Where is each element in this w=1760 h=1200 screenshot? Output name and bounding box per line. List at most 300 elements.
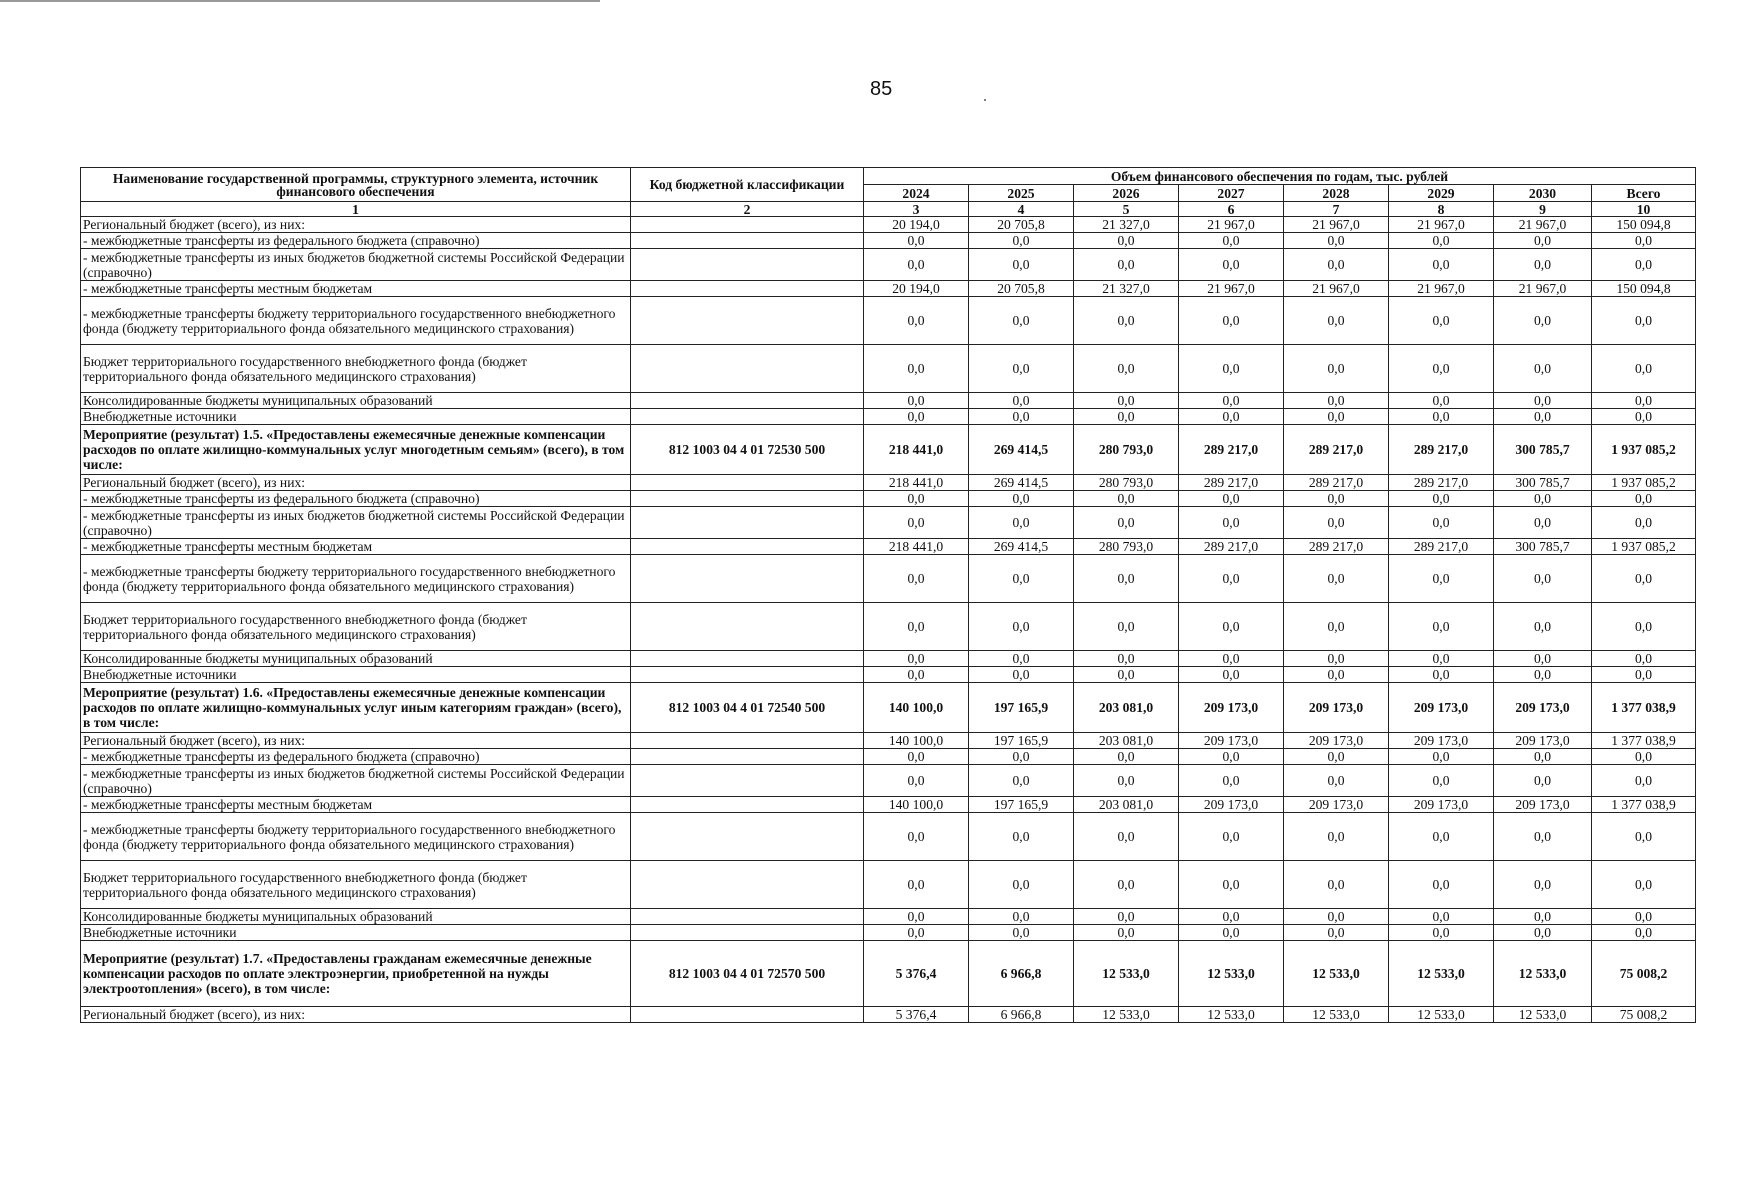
value-total: 0,0: [1592, 861, 1696, 909]
value-total: 0,0: [1592, 345, 1696, 393]
value-2026: 21 327,0: [1074, 281, 1179, 297]
value-total: 1 937 085,2: [1592, 475, 1696, 491]
value-2025: 0,0: [969, 345, 1074, 393]
value-2026: 12 533,0: [1074, 1007, 1179, 1023]
value-2024: 0,0: [864, 925, 969, 941]
value-2027: 21 967,0: [1179, 281, 1284, 297]
value-2025: 197 165,9: [969, 683, 1074, 733]
value-2026: 203 081,0: [1074, 797, 1179, 813]
value-2025: 0,0: [969, 393, 1074, 409]
value-2028: 0,0: [1284, 491, 1389, 507]
value-2030: 300 785,7: [1494, 475, 1592, 491]
value-2030: 209 173,0: [1494, 683, 1592, 733]
value-total: 0,0: [1592, 297, 1696, 345]
row-name: Внебюджетные источники: [81, 925, 631, 941]
value-2024: 0,0: [864, 491, 969, 507]
header-total: Всего: [1592, 185, 1696, 202]
value-2027: 0,0: [1179, 249, 1284, 281]
value-2028: 0,0: [1284, 409, 1389, 425]
value-2024: 140 100,0: [864, 733, 969, 749]
value-2028: 0,0: [1284, 345, 1389, 393]
value-2027: 0,0: [1179, 507, 1284, 539]
value-2028: 0,0: [1284, 297, 1389, 345]
column-number: 4: [969, 202, 1074, 217]
value-2029: 12 533,0: [1389, 1007, 1494, 1023]
row-name: - межбюджетные трансферты местным бюджетам: [81, 797, 631, 813]
value-2024: 0,0: [864, 909, 969, 925]
column-number: 8: [1389, 202, 1494, 217]
table-row: [81, 475, 1696, 491]
value-2024: 140 100,0: [864, 797, 969, 813]
table-row: [81, 507, 1696, 539]
value-2029: 0,0: [1389, 555, 1494, 603]
value-total: 0,0: [1592, 651, 1696, 667]
value-2026: 0,0: [1074, 651, 1179, 667]
budget-code: [631, 925, 864, 941]
value-2028: 0,0: [1284, 909, 1389, 925]
row-name: - межбюджетные трансферты из иных бюджетов бюджетной системы Российской Федерации (справочно): [81, 765, 631, 797]
value-2024: 218 441,0: [864, 539, 969, 555]
table-row: [81, 667, 1696, 683]
budget-code: [631, 297, 864, 345]
value-2027: 0,0: [1179, 393, 1284, 409]
row-name: - межбюджетные трансферты бюджету территориального государственного внебюджетного фонда (бюджету территориального фонда обязательного медицинского страхования): [81, 297, 631, 345]
table-row: [81, 797, 1696, 813]
value-2026: 0,0: [1074, 909, 1179, 925]
budget-code: [631, 539, 864, 555]
value-total: 0,0: [1592, 765, 1696, 797]
value-2025: 20 705,8: [969, 217, 1074, 233]
table-row: [81, 813, 1696, 861]
value-2030: 300 785,7: [1494, 539, 1592, 555]
value-2024: 0,0: [864, 345, 969, 393]
row-name: Мероприятие (результат) 1.7. «Предоставлены гражданам ежемесячные денежные компенсации расходов по оплате электроэнергии, приобретенной на нужды электроотопления» (всего), в том числе:: [81, 941, 631, 1007]
budget-code: [631, 491, 864, 507]
value-2030: 0,0: [1494, 249, 1592, 281]
value-2028: 12 533,0: [1284, 941, 1389, 1007]
value-total: 0,0: [1592, 507, 1696, 539]
value-2027: 209 173,0: [1179, 683, 1284, 733]
budget-code: [631, 281, 864, 297]
value-2024: 20 194,0: [864, 281, 969, 297]
value-2024: 0,0: [864, 651, 969, 667]
value-2025: 269 414,5: [969, 539, 1074, 555]
value-2027: 289 217,0: [1179, 425, 1284, 475]
value-2026: 0,0: [1074, 667, 1179, 683]
value-2030: 21 967,0: [1494, 217, 1592, 233]
value-2024: 218 441,0: [864, 425, 969, 475]
value-2025: 0,0: [969, 765, 1074, 797]
value-2026: 280 793,0: [1074, 475, 1179, 491]
value-2029: 12 533,0: [1389, 941, 1494, 1007]
value-2026: 0,0: [1074, 749, 1179, 765]
value-2029: 0,0: [1389, 749, 1494, 765]
value-2025: 197 165,9: [969, 733, 1074, 749]
row-name: - межбюджетные трансферты бюджету территориального государственного внебюджетного фонда (бюджету территориального фонда обязательного медицинского страхования): [81, 813, 631, 861]
value-2025: 0,0: [969, 667, 1074, 683]
value-2029: 0,0: [1389, 249, 1494, 281]
row-name: Бюджет территориального государственного внебюджетного фонда (бюджет территориального фонда обязательного медицинского страхования): [81, 861, 631, 909]
value-2029: 0,0: [1389, 651, 1494, 667]
value-total: 0,0: [1592, 667, 1696, 683]
value-total: 0,0: [1592, 393, 1696, 409]
value-2029: 0,0: [1389, 393, 1494, 409]
value-2025: 0,0: [969, 507, 1074, 539]
row-name: - межбюджетные трансферты местным бюджетам: [81, 539, 631, 555]
row-name: Мероприятие (результат) 1.5. «Предоставлены ежемесячные денежные компенсации расходов по оплате жилищно-коммунальных услуг многодетным семьям» (всего), в том числе:: [81, 425, 631, 475]
value-2029: 0,0: [1389, 861, 1494, 909]
activity-row: [81, 941, 1696, 1007]
row-name: Бюджет территориального государственного внебюджетного фонда (бюджет территориального фонда обязательного медицинского страхования): [81, 345, 631, 393]
value-2029: 0,0: [1389, 909, 1494, 925]
value-2025: 0,0: [969, 651, 1074, 667]
value-2026: 0,0: [1074, 393, 1179, 409]
value-2028: 209 173,0: [1284, 733, 1389, 749]
value-2028: 12 533,0: [1284, 1007, 1389, 1023]
table-row: [81, 909, 1696, 925]
value-2030: 0,0: [1494, 909, 1592, 925]
value-2029: 21 967,0: [1389, 217, 1494, 233]
value-2027: 12 533,0: [1179, 1007, 1284, 1023]
value-2030: 0,0: [1494, 651, 1592, 667]
value-2025: 197 165,9: [969, 797, 1074, 813]
column-number: 7: [1284, 202, 1389, 217]
column-number: 2: [631, 202, 864, 217]
value-2025: 0,0: [969, 909, 1074, 925]
value-2025: 0,0: [969, 297, 1074, 345]
value-2030: 0,0: [1494, 297, 1592, 345]
value-total: 0,0: [1592, 491, 1696, 507]
header-year-2027: 2027: [1179, 185, 1284, 202]
budget-code: [631, 393, 864, 409]
budget-code: [631, 217, 864, 233]
value-2030: 0,0: [1494, 861, 1592, 909]
value-2024: 0,0: [864, 667, 969, 683]
value-2030: 0,0: [1494, 749, 1592, 765]
table-row: [81, 603, 1696, 651]
value-2026: 203 081,0: [1074, 683, 1179, 733]
budget-code: [631, 409, 864, 425]
value-2030: 209 173,0: [1494, 797, 1592, 813]
budget-code: [631, 1007, 864, 1023]
budget-code: [631, 249, 864, 281]
value-2025: 0,0: [969, 409, 1074, 425]
value-total: 0,0: [1592, 909, 1696, 925]
value-2027: 209 173,0: [1179, 797, 1284, 813]
value-2026: 21 327,0: [1074, 217, 1179, 233]
table-row: [81, 491, 1696, 507]
value-2027: 289 217,0: [1179, 475, 1284, 491]
value-2028: 0,0: [1284, 667, 1389, 683]
value-2024: 0,0: [864, 861, 969, 909]
row-name: - межбюджетные трансферты из иных бюджетов бюджетной системы Российской Федерации (справочно): [81, 507, 631, 539]
budget-code: [631, 345, 864, 393]
value-total: 1 937 085,2: [1592, 425, 1696, 475]
value-2028: 21 967,0: [1284, 281, 1389, 297]
value-2028: 0,0: [1284, 749, 1389, 765]
table-row: [81, 409, 1696, 425]
budget-code: [631, 797, 864, 813]
value-2026: 0,0: [1074, 765, 1179, 797]
value-2026: 0,0: [1074, 297, 1179, 345]
value-2027: 0,0: [1179, 555, 1284, 603]
value-total: 1 377 038,9: [1592, 797, 1696, 813]
value-2028: 21 967,0: [1284, 217, 1389, 233]
table-row: [81, 733, 1696, 749]
row-name: Региональный бюджет (всего), из них:: [81, 733, 631, 749]
table-row: [81, 651, 1696, 667]
value-2028: 209 173,0: [1284, 797, 1389, 813]
budget-code: [631, 233, 864, 249]
value-2029: 0,0: [1389, 409, 1494, 425]
value-2030: 0,0: [1494, 555, 1592, 603]
value-total: 75 008,2: [1592, 1007, 1696, 1023]
row-name: - межбюджетные трансферты из федерального бюджета (справочно): [81, 491, 631, 507]
value-2024: 5 376,4: [864, 941, 969, 1007]
header-year-2029: 2029: [1389, 185, 1494, 202]
value-2025: 269 414,5: [969, 425, 1074, 475]
row-name: - межбюджетные трансферты бюджету территориального государственного внебюджетного фонда (бюджету территориального фонда обязательного медицинского страхования): [81, 555, 631, 603]
value-2025: 0,0: [969, 861, 1074, 909]
budget-code: [631, 733, 864, 749]
value-2027: 0,0: [1179, 651, 1284, 667]
header-year-2030: 2030: [1494, 185, 1592, 202]
value-2028: 0,0: [1284, 813, 1389, 861]
row-name: - межбюджетные трансферты из федерального бюджета (справочно): [81, 749, 631, 765]
value-2030: 12 533,0: [1494, 1007, 1592, 1023]
value-2028: 0,0: [1284, 393, 1389, 409]
value-2028: 0,0: [1284, 925, 1389, 941]
value-2025: 6 966,8: [969, 1007, 1074, 1023]
value-2030: 0,0: [1494, 233, 1592, 249]
value-total: 0,0: [1592, 233, 1696, 249]
value-2026: 280 793,0: [1074, 425, 1179, 475]
table-header: [81, 168, 1696, 217]
value-2030: 0,0: [1494, 491, 1592, 507]
budget-code: [631, 813, 864, 861]
value-2026: 0,0: [1074, 603, 1179, 651]
row-name: Консолидированные бюджеты муниципальных образований: [81, 909, 631, 925]
value-total: 1 937 085,2: [1592, 539, 1696, 555]
value-2029: 0,0: [1389, 233, 1494, 249]
table-row: [81, 539, 1696, 555]
value-2028: 209 173,0: [1284, 683, 1389, 733]
value-2029: 0,0: [1389, 491, 1494, 507]
value-2024: 0,0: [864, 765, 969, 797]
row-name: Внебюджетные источники: [81, 667, 631, 683]
value-2026: 0,0: [1074, 249, 1179, 281]
budget-code: [631, 555, 864, 603]
row-name: Консолидированные бюджеты муниципальных образований: [81, 651, 631, 667]
value-2030: 0,0: [1494, 925, 1592, 941]
value-2024: 0,0: [864, 297, 969, 345]
table-row: [81, 765, 1696, 797]
value-total: 0,0: [1592, 813, 1696, 861]
table-row: [81, 555, 1696, 603]
value-2027: 0,0: [1179, 345, 1284, 393]
row-name: Региональный бюджет (всего), из них:: [81, 217, 631, 233]
value-total: 0,0: [1592, 249, 1696, 281]
header-year-2026: 2026: [1074, 185, 1179, 202]
column-number: 6: [1179, 202, 1284, 217]
value-2025: 0,0: [969, 555, 1074, 603]
value-2030: 12 533,0: [1494, 941, 1592, 1007]
table-row: [81, 345, 1696, 393]
value-2029: 209 173,0: [1389, 733, 1494, 749]
table-row: [81, 217, 1696, 233]
value-2028: 0,0: [1284, 233, 1389, 249]
value-2027: 0,0: [1179, 925, 1284, 941]
column-number: 3: [864, 202, 969, 217]
value-2029: 209 173,0: [1389, 797, 1494, 813]
column-number: 9: [1494, 202, 1592, 217]
top-rule: [0, 0, 600, 2]
value-2026: 0,0: [1074, 491, 1179, 507]
value-2024: 0,0: [864, 249, 969, 281]
header-volume: Объем финансового обеспечения по годам, тыс. рублей: [864, 168, 1696, 185]
value-2027: 0,0: [1179, 765, 1284, 797]
value-2025: 0,0: [969, 249, 1074, 281]
value-2027: 0,0: [1179, 813, 1284, 861]
value-total: 1 377 038,9: [1592, 683, 1696, 733]
scan-speck: [984, 99, 986, 101]
value-2027: 209 173,0: [1179, 733, 1284, 749]
value-2027: 21 967,0: [1179, 217, 1284, 233]
value-2027: 0,0: [1179, 749, 1284, 765]
value-2028: 289 217,0: [1284, 425, 1389, 475]
table-row: [81, 861, 1696, 909]
budget-code: [631, 475, 864, 491]
value-2026: 280 793,0: [1074, 539, 1179, 555]
value-2026: 0,0: [1074, 861, 1179, 909]
value-2024: 0,0: [864, 409, 969, 425]
table-row: [81, 393, 1696, 409]
row-name: Региональный бюджет (всего), из них:: [81, 1007, 631, 1023]
value-2030: 0,0: [1494, 667, 1592, 683]
budget-code: [631, 749, 864, 765]
value-2027: 0,0: [1179, 909, 1284, 925]
activity-row: [81, 683, 1696, 733]
value-2027: 0,0: [1179, 667, 1284, 683]
value-2024: 20 194,0: [864, 217, 969, 233]
row-name: Внебюджетные источники: [81, 409, 631, 425]
row-name: Бюджет территориального государственного внебюджетного фонда (бюджет территориального фонда обязательного медицинского страхования): [81, 603, 631, 651]
value-2025: 6 966,8: [969, 941, 1074, 1007]
value-2024: 0,0: [864, 603, 969, 651]
activity-row: [81, 425, 1696, 475]
budget-code: [631, 651, 864, 667]
value-2029: 0,0: [1389, 507, 1494, 539]
budget-code: [631, 909, 864, 925]
value-2030: 0,0: [1494, 393, 1592, 409]
value-2028: 0,0: [1284, 765, 1389, 797]
value-2027: 289 217,0: [1179, 539, 1284, 555]
budget-code: 812 1003 04 4 01 72540 500: [631, 683, 864, 733]
value-2028: 289 217,0: [1284, 539, 1389, 555]
value-2026: 0,0: [1074, 345, 1179, 393]
value-2024: 5 376,4: [864, 1007, 969, 1023]
value-2028: 0,0: [1284, 507, 1389, 539]
value-2025: 0,0: [969, 925, 1074, 941]
value-2030: 0,0: [1494, 345, 1592, 393]
value-2025: 0,0: [969, 813, 1074, 861]
value-2029: 0,0: [1389, 925, 1494, 941]
header-code: Код бюджетной классификации: [631, 168, 864, 202]
row-name: Мероприятие (результат) 1.6. «Предоставлены ежемесячные денежные компенсации расходов по оплате жилищно-коммунальных услуг иным категориям граждан» (всего), в том числе:: [81, 683, 631, 733]
table-row: [81, 1007, 1696, 1023]
value-2028: 0,0: [1284, 603, 1389, 651]
value-2029: 289 217,0: [1389, 475, 1494, 491]
value-2026: 0,0: [1074, 925, 1179, 941]
value-2030: 0,0: [1494, 409, 1592, 425]
value-2026: 0,0: [1074, 507, 1179, 539]
value-2029: 209 173,0: [1389, 683, 1494, 733]
value-2030: 209 173,0: [1494, 733, 1592, 749]
column-number: 5: [1074, 202, 1179, 217]
value-2026: 0,0: [1074, 233, 1179, 249]
value-2025: 269 414,5: [969, 475, 1074, 491]
table-row: [81, 925, 1696, 941]
value-2024: 140 100,0: [864, 683, 969, 733]
column-numbers-row: [81, 202, 1696, 217]
row-name: - межбюджетные трансферты из федерального бюджета (справочно): [81, 233, 631, 249]
value-total: 1 377 038,9: [1592, 733, 1696, 749]
value-2030: 0,0: [1494, 813, 1592, 861]
value-2030: 0,0: [1494, 507, 1592, 539]
value-2024: 0,0: [864, 555, 969, 603]
value-total: 75 008,2: [1592, 941, 1696, 1007]
value-2024: 218 441,0: [864, 475, 969, 491]
table-body: [81, 217, 1696, 1023]
value-2028: 0,0: [1284, 555, 1389, 603]
value-2027: 0,0: [1179, 491, 1284, 507]
value-total: 0,0: [1592, 409, 1696, 425]
value-2030: 21 967,0: [1494, 281, 1592, 297]
value-2028: 289 217,0: [1284, 475, 1389, 491]
table-row: [81, 281, 1696, 297]
value-2026: 0,0: [1074, 555, 1179, 603]
value-2029: 0,0: [1389, 813, 1494, 861]
value-2029: 289 217,0: [1389, 539, 1494, 555]
budget-code: [631, 765, 864, 797]
table-row: [81, 297, 1696, 345]
budget-code: [631, 861, 864, 909]
value-2027: 0,0: [1179, 861, 1284, 909]
value-2029: 0,0: [1389, 765, 1494, 797]
value-2029: 0,0: [1389, 603, 1494, 651]
value-2028: 0,0: [1284, 651, 1389, 667]
table-row: [81, 249, 1696, 281]
value-2027: 12 533,0: [1179, 941, 1284, 1007]
value-2028: 0,0: [1284, 861, 1389, 909]
row-name: - межбюджетные трансферты из иных бюджетов бюджетной системы Российской Федерации (справочно): [81, 249, 631, 281]
value-2025: 0,0: [969, 749, 1074, 765]
header-year-2028: 2028: [1284, 185, 1389, 202]
value-2030: 0,0: [1494, 765, 1592, 797]
value-2027: 0,0: [1179, 233, 1284, 249]
header-year-2024: 2024: [864, 185, 969, 202]
value-2026: 12 533,0: [1074, 941, 1179, 1007]
value-total: 0,0: [1592, 555, 1696, 603]
value-2027: 0,0: [1179, 603, 1284, 651]
budget-code: [631, 603, 864, 651]
value-2024: 0,0: [864, 749, 969, 765]
value-2029: 0,0: [1389, 345, 1494, 393]
value-2026: 0,0: [1074, 813, 1179, 861]
value-2027: 0,0: [1179, 409, 1284, 425]
value-total: 150 094,8: [1592, 281, 1696, 297]
value-2025: 20 705,8: [969, 281, 1074, 297]
